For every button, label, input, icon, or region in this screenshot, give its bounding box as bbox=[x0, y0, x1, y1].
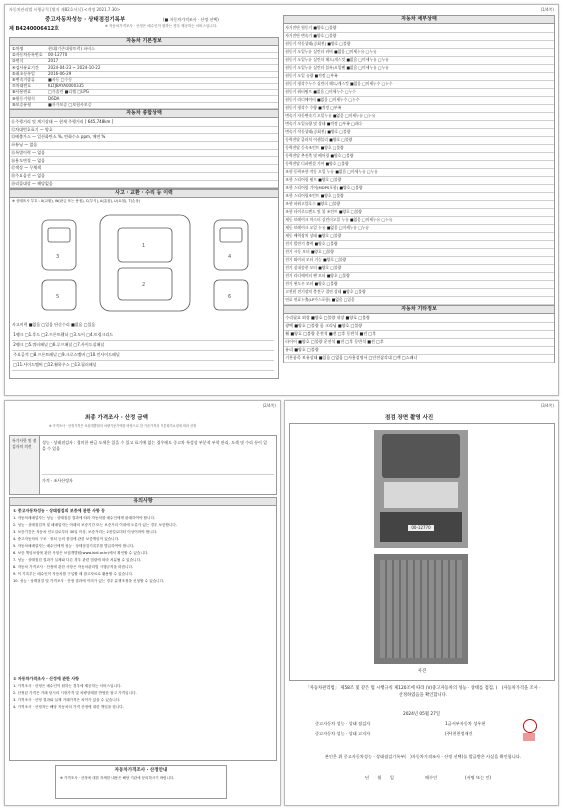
price-info-title: 자동차가격조사 · 산정안내 bbox=[114, 768, 168, 773]
notice-item: 9. 이 기록부는 매수인이 자동차를 구입할 때 참고자료로 활용할 수 있습니다. bbox=[13, 572, 134, 576]
detail-row: 동력전달 디퍼렌셜 기어 ■양호 □불량 bbox=[284, 160, 554, 169]
tool-row: 타이어 ■양호 □불량 운전석 ■전 □후 동반석 ■전 □후 bbox=[284, 338, 554, 347]
svg-text:6: 6 bbox=[228, 294, 232, 300]
detail-row: 제동 배력장치 상태 ■양호 □불량 bbox=[284, 232, 554, 241]
notifier-name: (주)천천정재건 bbox=[445, 731, 473, 736]
notice-item: 4. 가격조사 · 산정자는 해당 자동차의 가격 산정에 대한 책임을 집니다. bbox=[13, 705, 124, 709]
notice-list-2 bbox=[13, 684, 271, 712]
accident-history: 사고이력 ■없음 □있음 단순수리 ■없음 □있음 bbox=[12, 322, 96, 327]
notice-header: 유의사항 bbox=[9, 497, 277, 506]
seal-stamp bbox=[523, 719, 537, 733]
notice-item: 6. 보증 책임보험에 관한 사항은 보험개발원(www.kidi.or.kr)에서 확인할 수 있습니다. bbox=[13, 551, 149, 555]
notice-item: 2. 산정된 가격은 거래 당시의 시장가격 및 차량상태를 반영한 참고 가격입니다. bbox=[13, 691, 137, 695]
detail-row: 원동기 냉각수 수량 ■적정 □부족 bbox=[284, 104, 554, 113]
basic-info-label: ⑨원동기형식 bbox=[12, 95, 35, 101]
price-title: 최종 가격조사 · 산정 금액 bbox=[85, 415, 148, 421]
tool-row: 휠 ■양호 □불량 운전석 ■전 □후 동반석 ■전 □후 bbox=[284, 330, 554, 339]
basic-info-value: D6DA bbox=[48, 95, 60, 101]
basic-info-value: KLTJBAYA0000335 bbox=[48, 83, 84, 89]
detail-row: 전기 와이퍼 모터 기능 ■양호 □불량 bbox=[284, 256, 554, 265]
detail-row: 원동기 작동상태(공회전) ■양호 □불량 bbox=[284, 40, 554, 49]
detail-row: 원동기 오일누유 실린더 헤드/개스킷 ■없음 □미세누유 □누유 bbox=[284, 56, 554, 65]
detail-row: 조향 스티어링조인트 ■양호 □불량 bbox=[284, 192, 554, 201]
basic-info-value: ■자동 □수동 bbox=[48, 77, 73, 82]
detail-row: 변속기 오일유량 및 상태 ■적정 □부족 □과다 bbox=[284, 120, 554, 129]
detail-row: 변속기 작동상태(공회전) ■양호 □불량 bbox=[284, 128, 554, 137]
notice-item: 4. 중고자동차의 구조 · 장치 등의 품질에 관한 보증책임이 있습니다. bbox=[13, 537, 120, 541]
truck-rear-photo bbox=[374, 554, 468, 664]
status-row: ⑫차대번호표기 — 양호 bbox=[10, 126, 278, 135]
basic-info-value: 2024-04-23 ~ 2024-10-22 bbox=[48, 64, 101, 70]
notice-box bbox=[9, 505, 277, 761]
basic-info-label: ⑧사용연료 bbox=[12, 89, 32, 95]
detail-row: 제동 브레이크 오일 누유 ■없음 □미세누유 □누유 bbox=[284, 224, 554, 233]
tool-row: 광택 ■양호 □불량 룸 크리닝 ■양호 □불량 bbox=[284, 322, 554, 331]
page-number: (2/4쪽) bbox=[262, 403, 276, 408]
detail-row: 변속기 자동변속기 오일누유 ■없음 □미세누유 □누유 bbox=[284, 112, 554, 121]
svg-text:2: 2 bbox=[142, 282, 146, 288]
detail-row: 동력전달 등속조인트 ■양호 □불량 bbox=[284, 144, 554, 153]
notice-item: 8. 자동차 가격조사 · 산정에 관한 사항은 자동차관리법 시행규칙을 따릅니다. bbox=[13, 565, 134, 569]
form-header: 자동차관리법 시행규칙 [별지 제82호서식] <개정 2021.7.30> bbox=[9, 7, 121, 12]
detail-row: 전기 시동 모터 ■양호 □불량 bbox=[284, 248, 554, 257]
notice-item: 1. 가격조사 · 산정은 매수인이 원하는 경우에 제공하는 서비스입니다. bbox=[13, 684, 122, 688]
record-page-3 bbox=[284, 400, 559, 806]
accident-note: ※ 상태표시 부호 : X(교환), W(판금 또는 용접), C(부식), A(흠집), U(요철), T(손상) bbox=[12, 199, 141, 203]
status-row: ⑰색상 — 무채색 bbox=[10, 164, 278, 173]
tool-row: 유리 ■양호 □불량 bbox=[284, 346, 554, 355]
basic-info-header: 자동차 기본정보 bbox=[9, 37, 279, 46]
panel-row: 주요골격 □8.프론트패널 □9.크로스멤버 □10.인사이드패널 bbox=[12, 350, 274, 361]
photo-frame bbox=[289, 423, 555, 681]
tool-header: 자동차 기타정보 bbox=[283, 305, 555, 314]
record-title: 중고자동차성능 · 상태점검기록부 bbox=[45, 17, 126, 23]
detail-row: 원동기 워터펌프 ■없음 □미세누수 □누수 bbox=[284, 88, 554, 97]
detail-row: 원동기 오일 유량 ■적정 □부족 bbox=[284, 72, 554, 81]
svg-text:4: 4 bbox=[228, 254, 232, 260]
detail-row: 조향 파워고압호스 ■양호 □불량 bbox=[284, 200, 554, 209]
basic-info-label: ②자동차등록번호 bbox=[12, 52, 43, 58]
basic-info-label: ⑩보증유형 bbox=[12, 101, 32, 107]
status-row: ⑪주행거리 및 계기상태 — 현재 주행거리 [ 645,748km ] bbox=[10, 118, 278, 127]
detail-row: 조향 스티어링 기어(MDPS포함) ■양호 □불량 bbox=[284, 184, 554, 193]
license-plate: 00-12770 bbox=[408, 525, 434, 531]
notice-item: 5. 자동차매매업자는 매수인에게 성능 · 상태점검기록부를 발급하여야 합니다. bbox=[13, 544, 135, 548]
panel-row: 1랭크 □1.후드 □2.프론트휀더 □3.도어 □4.트렁크리드 bbox=[12, 330, 274, 341]
basic-info-label: ④검사유효기간 bbox=[12, 64, 39, 70]
detail-row: 원동기 냉각수누수 실린더 헤드/개스킷 ■없음 □미세누수 □누수 bbox=[284, 80, 554, 89]
detail-row: 조향 동력조향 작동 오일 누유 ■없음 □미세누유 □누유 bbox=[284, 168, 554, 177]
basic-info-value: 2016-06-29 bbox=[48, 70, 72, 76]
basic-info-table bbox=[9, 45, 279, 109]
detail-row: 조향 스티어링 펌프 ■양호 □불량 bbox=[284, 176, 554, 185]
detail-row: 자기진단 원동기 ■양호 □불량 bbox=[284, 24, 554, 33]
detail-row: 동력전달 클러치 어셈블리 ■양호 □불량 bbox=[284, 136, 554, 145]
basic-info-label: ⑥변속기종류 bbox=[12, 77, 35, 82]
inspector-label: 중고자동차 성능 · 상태 점검자 bbox=[315, 721, 371, 726]
buyer-signature: (서명 또는 인) bbox=[465, 775, 492, 780]
price-subtitle: ※ 가격조사 · 산정가격은 보험개발원의 차량기준가액을 바탕으로 한 기준가격과 기본평가요령에 따라 산정 bbox=[49, 424, 197, 428]
basic-info-label: ③연식 bbox=[12, 58, 24, 64]
price-info-box bbox=[55, 765, 227, 799]
opinion-table bbox=[9, 435, 277, 495]
page-number: (3/4쪽) bbox=[540, 403, 554, 408]
detail-row: 조향 타이로드엔드 및 볼 조인트 ■양호 □불량 bbox=[284, 208, 554, 217]
detail-row: 동력전달 추진축 및 베어링 ■양호 □불량 bbox=[284, 152, 554, 161]
truck-front-photo bbox=[374, 430, 468, 548]
panel-row: 2랭크 □5.쿼터패널 □6.루프패널 □7.사이드실패널 bbox=[12, 340, 274, 351]
accident-header: 사고 · 교환 · 수리 등 이력 bbox=[9, 189, 279, 198]
price-info-text: ※ 가격조사 · 산정에 대한 자세한 내용은 해당 기관에 문의하시기 바랍니다. bbox=[60, 776, 175, 780]
status-row: ⑬배출가스 — 일산화탄소 %, 탄화수소 ppm, 매연 % bbox=[10, 133, 278, 142]
notice-heading-2: ② 자동차가격조사 · 산정에 관한 사항 bbox=[13, 676, 79, 681]
record-page-1 bbox=[4, 4, 559, 396]
basic-info-label: ⑤최초등록일 bbox=[12, 70, 35, 76]
status-row: ⑱주요옵션 — 없음 bbox=[10, 172, 278, 181]
detail-row: 고전원 전기장치 충전구 절연 상태 ■양호 □불량 bbox=[284, 288, 554, 297]
photo-caption: 사진 bbox=[417, 669, 427, 674]
tool-row: 수리필요 외장 ■양호 □불량 내장 ■양호 □불량 bbox=[284, 314, 554, 323]
tool-table bbox=[283, 313, 555, 363]
statement-date: 2024년 05월 27일 bbox=[402, 712, 441, 717]
basic-info-label: ⑦차대번호 bbox=[12, 83, 32, 89]
notice-item: 7. 성능 · 상태점검 결과가 실제와 다른 경우 관련 법령에 따라 처분될 수 있습니다. bbox=[13, 558, 142, 562]
buyer-confirm-text: 본인은 위 중고자동차성능 · 상태점검기록부( )자동차가격조사 · 산정 선택)를 발급받은 사실을 확인합니다. bbox=[324, 754, 522, 759]
basic-info-value: 00-12770 bbox=[48, 52, 68, 58]
basic-info-value: □가솔린 ■디젤 □LPG bbox=[48, 89, 89, 95]
detail-row: 원동기 오일누유 실린더 블록/오일팬 ■없음 □미세누유 □누유 bbox=[284, 64, 554, 73]
status-row: ⑯용도변경 — 없음 bbox=[10, 157, 278, 166]
detail-row: 자기진단 변속기 ■양호 □불량 bbox=[284, 32, 554, 41]
page-number: (1/4쪽) bbox=[540, 7, 554, 12]
detail-row: 원동기 오일누유 실린더 커버 ■없음 □미세누유 □누유 bbox=[284, 48, 554, 57]
detail-header: 자동차 세부상태 bbox=[283, 15, 555, 24]
status-row: ⑲리콜대상 — 해당없음 bbox=[10, 180, 278, 189]
confirmation-statement: 「자동차관리법」 제58조 및 같은 법 시행규칙 제120조에 따라 (Ⅴ)중고자동차의 성능 · 상태를 점검, ( )자동차가격을 조사 · 산정하였음을 확인합니다. bbox=[305, 686, 541, 698]
basic-info-label: ①차명 bbox=[12, 46, 24, 51]
notice-item: 3. 보증기간은 자동차 인도일로부터 30일 이상, 보증거리는 2천킬로미터 이상이어야 합니다. bbox=[13, 530, 158, 534]
opinion-label: 특기사항 및 점검자의 의견 bbox=[10, 436, 40, 494]
detail-table bbox=[283, 23, 555, 305]
record-number: 제 B4240006412호 bbox=[9, 26, 60, 32]
opinion-text: 성능 · 상태점검자 : 경미한 판금 도색은 있을 수 있고 표기에 없는 경우에도 중고차 특성상 부분적 부착 관리, 도색 및 수리 등이 있을 수 있음 bbox=[42, 440, 268, 451]
detail-row: 원동기 라디에이터 ■없음 □미세누수 □누수 bbox=[284, 96, 554, 105]
title-mark: (■ 자동차가격조사 · 산정 선택) bbox=[163, 17, 219, 22]
accident-box bbox=[9, 197, 279, 379]
notifier-label: 중고자동차 성능 · 상태 고지자 bbox=[315, 731, 371, 736]
vehicle-diagram bbox=[30, 210, 260, 318]
tool-row: 기본품목 보유상태 ■있음 □없음 □사용설명서 □안전삼각대 □잭 □스패너 bbox=[284, 354, 554, 363]
detail-row: 제동 브레이크 마스터 실린더오일 누유 ■없음 □미세누유 □누유 bbox=[284, 216, 554, 225]
status-row: ⑭튜닝 — 없음 bbox=[10, 141, 278, 150]
svg-text:3: 3 bbox=[56, 254, 60, 260]
basic-info-value: 2017 bbox=[48, 58, 59, 64]
basic-info-value: ■자가보증 □보험사보증 bbox=[48, 101, 92, 107]
title-note: ※ 자동차가격조사 · 산정은 매수인이 원하는 경우 제공하는 서비스입니다. bbox=[105, 24, 218, 28]
svg-text:5: 5 bbox=[56, 294, 60, 300]
buyer-date: 년 월 일 bbox=[365, 775, 394, 780]
basic-info-row bbox=[10, 102, 278, 109]
buyer-label: 매수인 bbox=[425, 775, 438, 780]
detail-row: 연료 연료누출(LP가스포함) ■없음 □있음 bbox=[284, 296, 554, 305]
detail-row: 전기 실내송풍 모터 ■양호 □불량 bbox=[284, 264, 554, 273]
photo-title: 점검 장면 촬영 사진 bbox=[385, 415, 434, 421]
detail-row: 전기 윈도우 모터 ■양호 □불량 bbox=[284, 280, 554, 289]
company-stamp bbox=[523, 733, 535, 741]
svg-text:1: 1 bbox=[142, 243, 146, 249]
inspector-name: 1급서부자동차 성우현 bbox=[445, 721, 486, 726]
status-table bbox=[9, 117, 279, 189]
detail-row: 전기 발전기 출력 ■양호 □불량 bbox=[284, 240, 554, 249]
notice-item: 2. 성능 · 상태점검자 및 매매업자는 아래의 보증기간 또는 보증거리 이내에 오류가 있는 경우 보증합니다. bbox=[13, 523, 178, 527]
status-row: ⑮특별이력 — 없음 bbox=[10, 149, 278, 158]
notice-item: 3. 가격조사 · 산정 결과와 실제 거래가격은 차이가 있을 수 있습니다. bbox=[13, 698, 121, 702]
notice-heading-1: ① 중고자동차성능 · 상태점검의 보증에 관한 사항 등 bbox=[13, 508, 105, 513]
panel-row: □11.사이드멤버 □12.휠하우스 □13.필러패널 bbox=[12, 360, 274, 371]
basic-info-value: 현대(기존대형트럭) 파비스 bbox=[48, 46, 95, 51]
detail-row: 전기 라디에이터 팬 모터 ■양호 □불량 bbox=[284, 272, 554, 281]
status-header: 자동차 종합상태 bbox=[9, 109, 279, 118]
appraiser-row: 가격 · 조사산정자 bbox=[42, 474, 274, 487]
record-page-2 bbox=[4, 400, 281, 806]
notice-list-1 bbox=[13, 516, 271, 586]
notice-item: 10. 성능 · 상태점검 및 가격조사 · 산정 결과에 이의가 있는 경우 분쟁조정을 신청할 수 있습니다. bbox=[13, 579, 165, 583]
notice-item: 1. 자동차매매업자는 성능 · 상태점검 결과에 따라 자동차를 매수인에게 판매하여야 합니다. bbox=[13, 516, 156, 520]
